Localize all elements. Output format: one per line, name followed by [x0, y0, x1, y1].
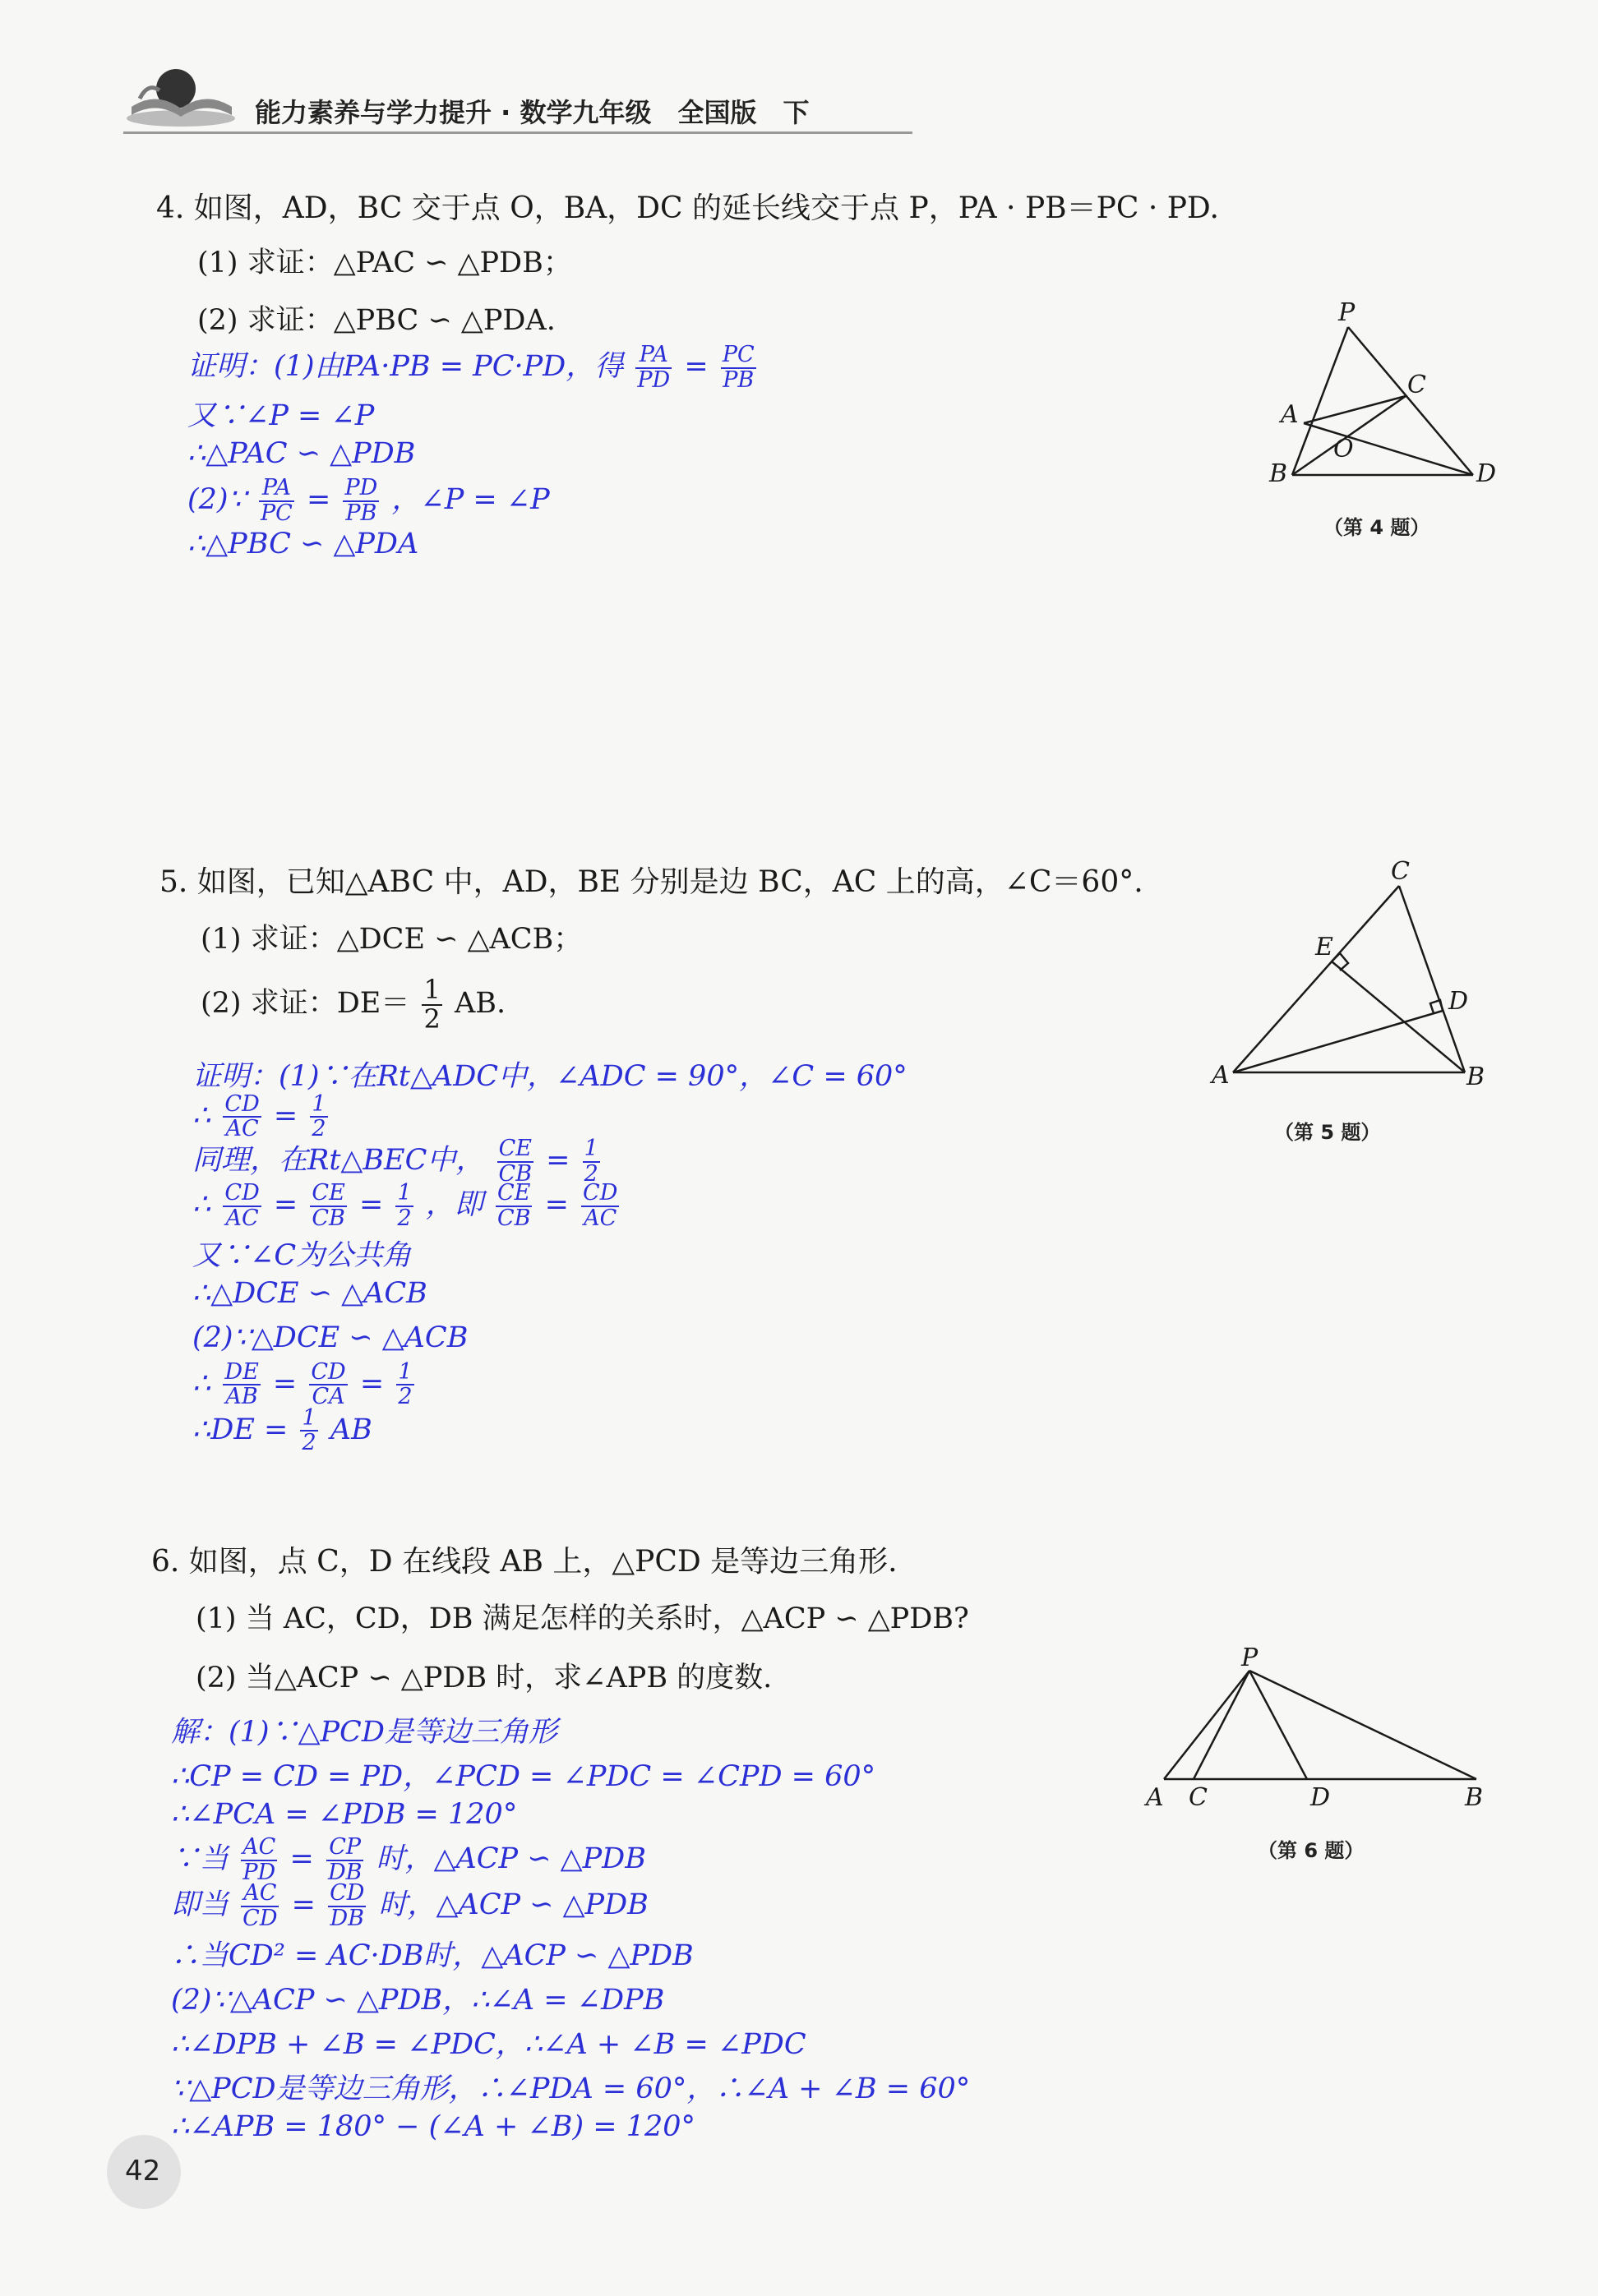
q4-answer-line3: ∴△PAC ∽ △PDB: [187, 437, 416, 470]
header-rule: [123, 131, 912, 134]
q6-answer-line8: ∴∠DPB + ∠B = ∠PDC，∴∠A + ∠B = ∠PDC: [171, 2028, 806, 2061]
q4-answer-line5: ∴△PBC ∽ △PDA: [187, 528, 419, 560]
q4-answer-line1: 证明：(1)由PA·PB = PC·PD，得 $\frac{PA}{PD}$ = $\frac{PC}{PB}$: [187, 342, 755, 393]
q5-answer-line8: ∴ $\frac{DE}{AB}$ = $\frac{CD}{CA}$ = $\frac{1}{2}$: [192, 1359, 413, 1410]
q6-answer-line2: ∴CP = CD = PD，∠PCD = ∠PDC = ∠CPD = 60°: [171, 1760, 876, 1793]
q4-label-O: O: [1333, 435, 1354, 463]
header-title: 能力素养与学力提升 · 数学九年级 全国版 下: [255, 97, 810, 128]
q4-label-B: B: [1269, 459, 1288, 488]
q6-stem: 6. 如图，点 C，D 在线段 AB 上，△PCD 是等边三角形.: [151, 1545, 898, 1579]
q6-label-B: B: [1465, 1783, 1484, 1812]
page-number: 42: [125, 2155, 161, 2188]
q5-label-C: C: [1391, 857, 1410, 886]
q6-answer-line3: ∴∠PCA = ∠PDB = 120°: [171, 1798, 518, 1831]
q6-answer-line10: ∴∠APB = 180° − (∠A + ∠B) = 120°: [171, 2110, 696, 2143]
q6-label-D: D: [1310, 1783, 1331, 1812]
q6-answer-line5: 即当 $\frac{AC}{CD}$ = $\frac{CD}{DB}$ 时，△ACP ∽ △PDB: [171, 1880, 649, 1931]
q4-part1: (1) 求证：△PAC ∽ △PDB；: [197, 247, 572, 279]
q5-answer-line4: ∴ $\frac{CD}{AC}$ = $\frac{CE}{CB}$ = $\frac{1}{2}$ ，即 $\frac{CE}{CB}$ = $\frac{CD}{AC}$: [192, 1180, 618, 1231]
q5-figure: [1200, 855, 1504, 1101]
q6-part1: (1) 当 AC，CD，DB 满足怎样的关系时，△ACP ∽ △PDB?: [196, 1602, 969, 1635]
q4-part2: (2) 求证：△PBC ∽ △PDA.: [197, 304, 556, 337]
q5-label-E: E: [1315, 933, 1333, 961]
q6-answer-line4: ∵当 $\frac{AC}{PD}$ = $\frac{CP}{DB}$ 时，△ACP ∽ △PDB: [171, 1834, 646, 1885]
q6-figure: [1134, 1648, 1496, 1812]
q5-answer-line3: 同理，在Rt△BEC中， $\frac{CE}{CB}$ = $\frac{1}{2}$: [192, 1136, 598, 1187]
q4-stem: 4. 如图，AD，BC 交于点 O，BA，DC 的延长线交于点 P，PA · PB＝PC · PD.: [156, 191, 1219, 225]
q4-answer-line2: 又∵∠P = ∠P: [187, 399, 375, 432]
q5-answer-line9: ∴DE = $\frac{1}{2}$ AB: [192, 1405, 372, 1456]
q4-label-D: D: [1476, 459, 1497, 488]
q6-caption: （第 6 题）: [1258, 1839, 1365, 1862]
q6-answer-line6: ∴当CD² = AC·DB时，△ACP ∽ △PDB: [171, 1939, 694, 1972]
q5-caption: （第 5 题）: [1274, 1121, 1381, 1144]
q4-label-A: A: [1281, 400, 1299, 429]
q6-label-A: A: [1146, 1783, 1164, 1812]
q6-label-C: C: [1189, 1783, 1208, 1812]
q5-answer-line7: (2)∵△DCE ∽ △ACB: [192, 1321, 469, 1354]
q5-stem: 5. 如图，已知△ABC 中，AD，BE 分别是边 BC，AC 上的高，∠C＝60°.: [159, 865, 1143, 899]
q5-part1: (1) 求证：△DCE ∽ △ACB；: [201, 923, 583, 956]
q5-answer-line5: 又∵∠C为公共角: [192, 1239, 412, 1272]
q5-answer-line2: ∴ $\frac{CD}{AC}$ = $\frac{1}{2}$: [192, 1091, 326, 1142]
q4-label-C: C: [1407, 371, 1426, 399]
q6-answer-line9: ∵△PCD是等边三角形，∴∠PDA = 60°，∴∠A + ∠B = 60°: [171, 2072, 971, 2105]
q4-answer-line4: (2)∵ $\frac{PA}{PC}$ = $\frac{PD}{PB}$ ，∠P = ∠P: [187, 475, 550, 526]
q5-answer-line1: 证明：(1)∵在Rt△ADC中，∠ADC = 90°，∠C = 60°: [192, 1060, 908, 1093]
q6-answer-line1: 解：(1)∵△PCD是等边三角形: [171, 1716, 557, 1749]
q6-label-P: P: [1241, 1648, 1259, 1672]
header-logo: [123, 58, 238, 131]
q6-answer-line7: (2)∵△ACP ∽ △PDB，∴∠A = ∠DPB: [171, 1984, 665, 2017]
q5-label-B: B: [1466, 1063, 1485, 1091]
q5-answer-line6: ∴△DCE ∽ △ACB: [192, 1277, 427, 1310]
q6-part2: (2) 当△ACP ∽ △PDB 时，求∠APB 的度数.: [196, 1662, 773, 1694]
q5-label-A: A: [1212, 1061, 1230, 1090]
q5-part2: (2) 求证：DE＝ $\frac{1}{2}$ AB.: [201, 974, 506, 1035]
q5-label-D: D: [1448, 987, 1469, 1016]
q4-caption: （第 4 题）: [1323, 516, 1430, 539]
q4-figure: [1233, 296, 1513, 493]
q4-label-P: P: [1338, 298, 1356, 327]
